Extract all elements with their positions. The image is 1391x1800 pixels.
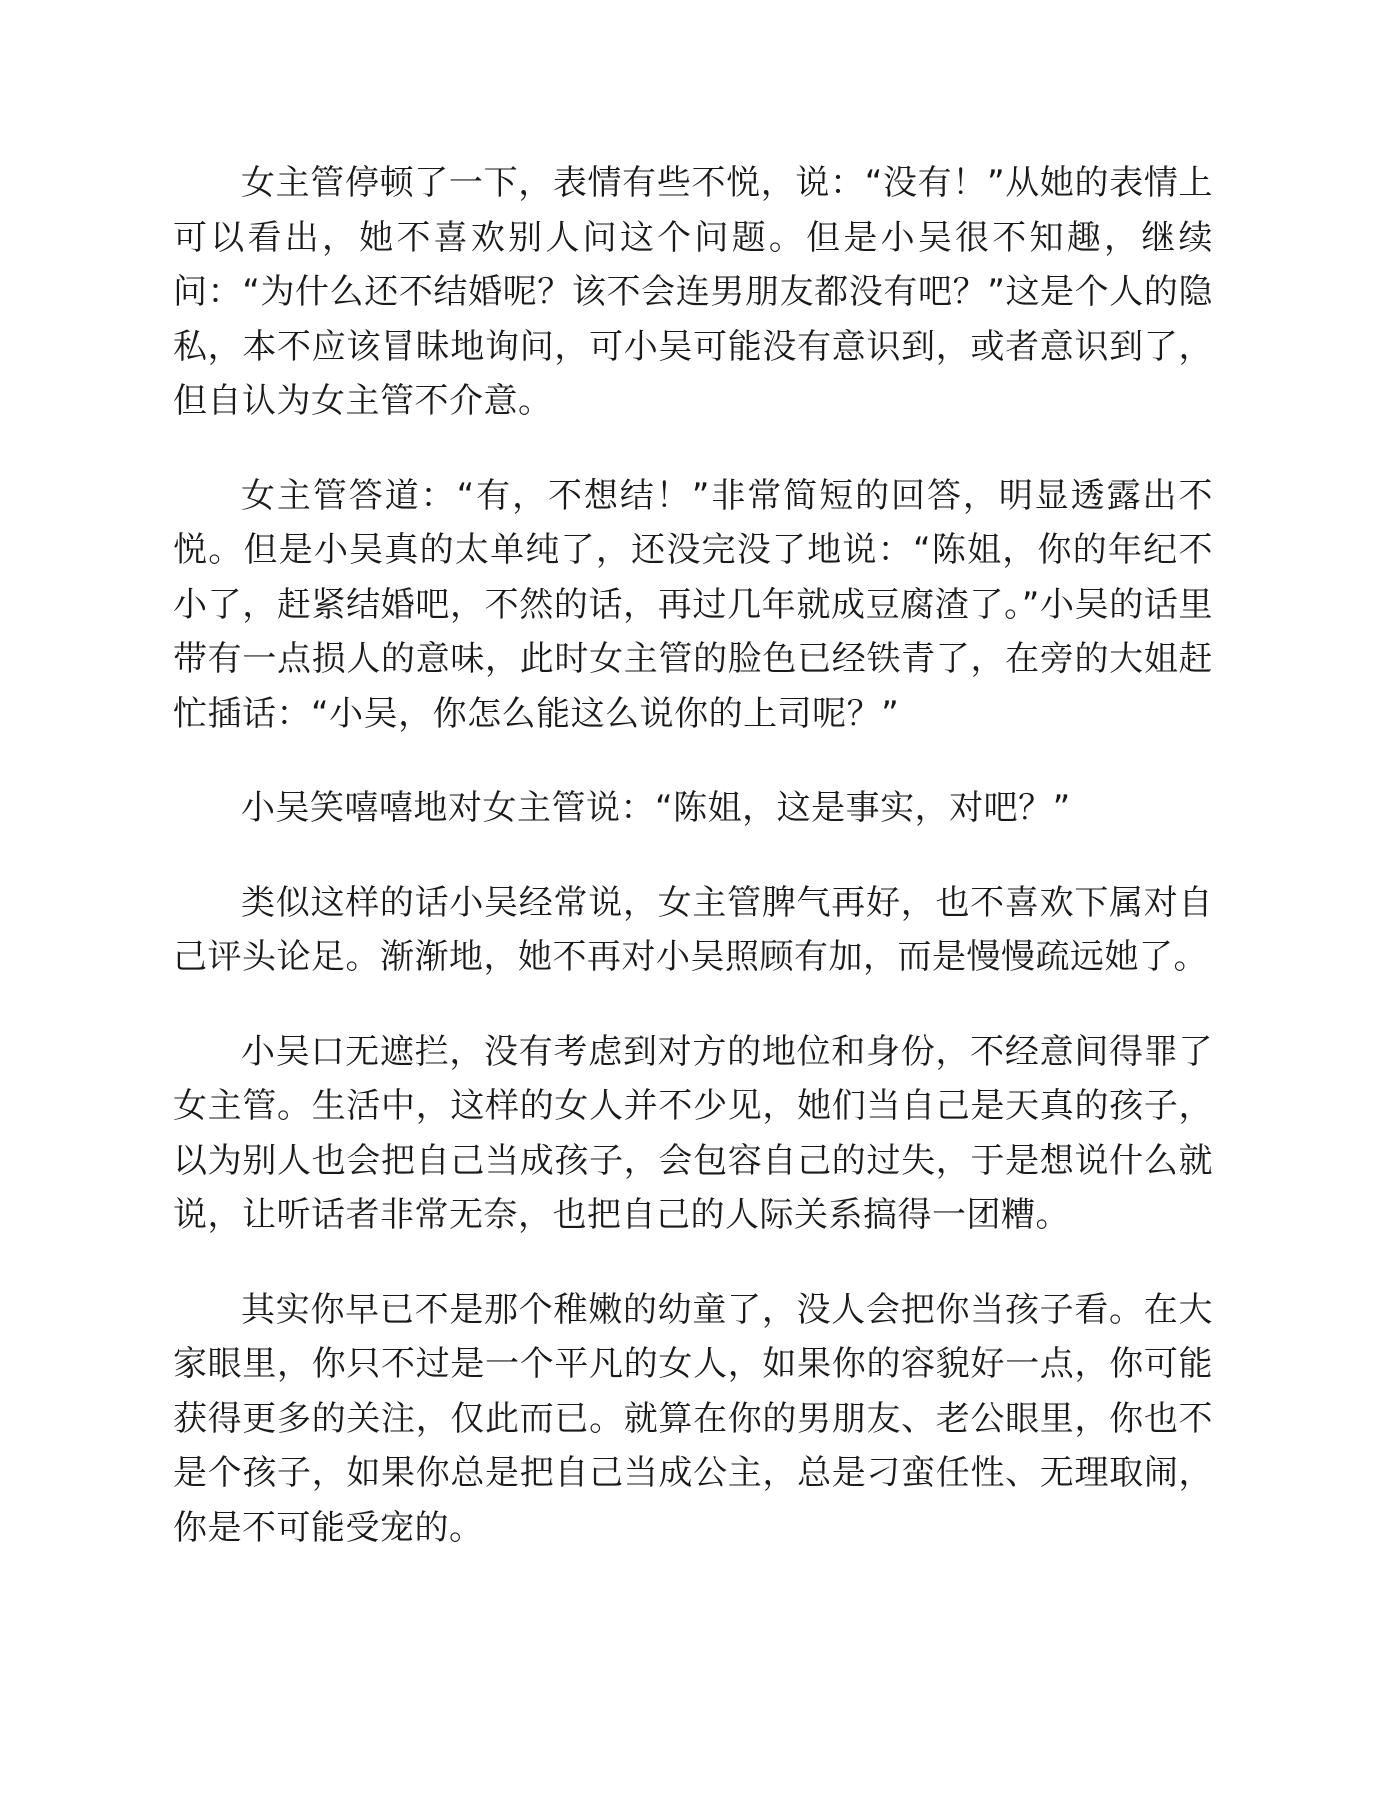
paragraph: 女主管答道：“有，不想结！”非常简短的回答，明显透露出不悦。但是小吴真的太单纯了，还没完没了地说：“陈姐，你的年纪不小了，赶紧结婚吧，不然的话，再过几年就成豆腐渣了。”小吴的话里带有一点损人的意味，此时女主管的脸色已经铁青了，在旁的大姐赶忙插话：“小吴，你怎么能这么说你的上司呢？” <box>173 475 1213 734</box>
paragraph: 类似这样的话小吴经常说，女主管脾气再好，也不喜欢下属对自己评头论足。渐渐地，她不再对小吴照顾有加，而是慢慢疏远她了。 <box>173 882 1213 977</box>
paragraph: 其实你早已不是那个稚嫩的幼童了，没人会把你当孩子看。在大家眼里，你只不过是一个平凡的女人，如果你的容貌好一点，你可能获得更多的关注，仅此而已。就算在你的男朋友、老公眼里，你也不是个孩子，如果你总是把自己当成公主，总是刁蛮任性、无理取闹，你是不可能受宠的。 <box>173 1289 1213 1548</box>
paragraph: 女主管停顿了一下，表情有些不悦，说：“没有！”从她的表情上可以看出，她不喜欢别人问这个问题。但是小吴很不知趣，继续问：“为什么还不结婚呢？该不会连男朋友都没有吧？”这是个人的隐私，本不应该冒昧地询问，可小吴可能没有意识到，或者意识到了，但自认为女主管不介意。 <box>173 163 1213 421</box>
paragraph: 小吴口无遮拦，没有考虑到对方的地位和身份，不经意间得罪了女主管。生活中，这样的女人并不少见，她们当自己是天真的孩子，以为别人也会把自己当成孩子，会包容自己的过失，于是想说什么就说，让听话者非常无奈，也把自己的人际关系搞得一团糟。 <box>173 1031 1213 1235</box>
paragraph: 小吴笑嘻嘻地对女主管说：“陈姐，这是事实，对吧？” <box>241 788 1071 828</box>
document-page <box>173 156 1213 1595</box>
